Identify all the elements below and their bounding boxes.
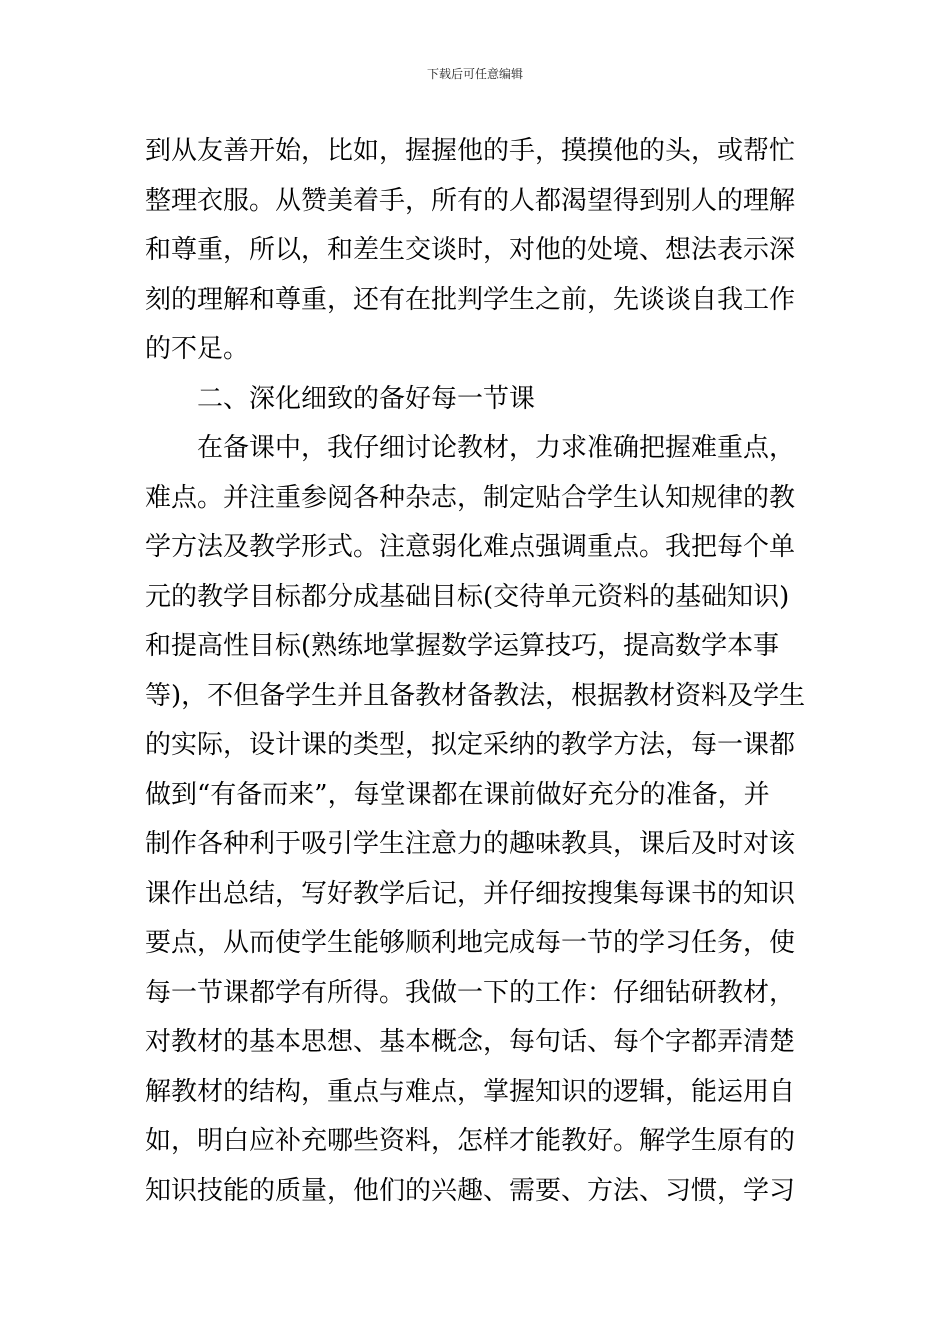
body-text-line: 要点，从而使学生能够顺利地完成每一节的学习任务，使 (145, 928, 796, 958)
body-text-line: 每一节课都学有所得。我做一下的工作：仔细钻研教材， (145, 978, 796, 1008)
body-text-line: 做到“有备而来”，每堂课都在课前做好充分的准备，并 (145, 780, 770, 810)
body-text-line: 和尊重，所以，和差生交谈时，对他的处境、想法表示深 (145, 235, 796, 265)
body-text-line: 制作各种利于吸引学生注意力的趣味教具，课后及时对该 (145, 829, 796, 859)
body-text-line: 的不足。 (145, 334, 250, 364)
page-header: 下载后可任意编辑 (426, 67, 523, 81)
body-text-line: 的实际，设计课的类型，拟定采纳的教学方法，每一课都 (145, 730, 796, 760)
body-text-line: 知识技能的质量，他们的兴趣、需要、方法、习惯，学习 (145, 1176, 796, 1206)
body-text-line: 等)，不但备学生并且备教材备教法，根据教材资料及学生 (145, 681, 806, 711)
paragraph-first-line: 在备课中，我仔细讨论教材，力求准确把握难重点， (197, 433, 796, 463)
body-text-line: 学方法及教学形式。注意弱化难点强调重点。我把每个单 (145, 532, 796, 562)
body-text-line: 对教材的基本思想、基本概念，每句话、每个字都弄清楚 (145, 1027, 796, 1057)
section-heading: 二、深化细致的备好每一节课 (197, 384, 536, 414)
body-text-line: 到从友善开始，比如，握握他的手，摸摸他的头，或帮忙 (145, 136, 796, 166)
body-text-line: 整理衣服。从赞美着手，所有的人都渴望得到别人的理解 (145, 186, 796, 216)
body-text-line: 课作出总结，写好教学后记，并仔细按搜集每课书的知识 (145, 879, 796, 909)
body-text-line: 难点。并注重参阅各种杂志，制定贴合学生认知规律的教 (145, 483, 796, 513)
body-text-line: 解教材的结构，重点与难点，掌握知识的逻辑，能运用自 (145, 1077, 796, 1107)
body-text-line: 元的教学目标都分成基础目标(交待单元资料的基础知识) (145, 582, 790, 612)
body-text-line: 如，明白应补充哪些资料，怎样才能教好。解学生原有的 (145, 1126, 796, 1156)
body-text-line: 刻的理解和尊重，还有在批判学生之前，先谈谈自我工作 (145, 285, 796, 315)
body-text-line: 和提高性目标(熟练地掌握数学运算技巧，提高数学本事 (145, 631, 780, 661)
